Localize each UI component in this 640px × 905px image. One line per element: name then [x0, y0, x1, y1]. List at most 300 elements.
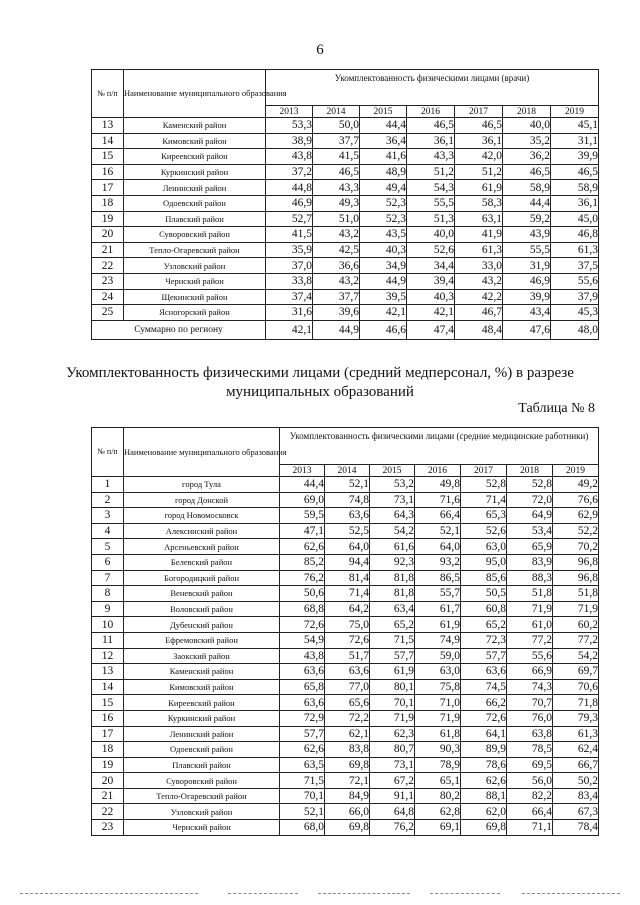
value-cell: 33,8: [266, 273, 313, 289]
value-cell: 43,3: [407, 149, 455, 165]
year-header: 2018: [507, 465, 553, 477]
value-cell: 83,9: [507, 554, 553, 570]
value-cell: 72,6: [461, 710, 507, 726]
row-number: 8: [92, 586, 124, 602]
row-number: 24: [92, 289, 124, 305]
value-cell: 63,6: [325, 664, 370, 680]
value-cell: 71,9: [415, 710, 461, 726]
value-cell: 85,2: [280, 554, 325, 570]
value-cell: 36,1: [407, 133, 455, 149]
row-number: 6: [92, 554, 124, 570]
value-cell: 46,7: [455, 305, 503, 321]
municipality-name: Тепло-Огаревский район: [124, 242, 266, 258]
value-cell: 70,1: [370, 695, 415, 711]
row-number: 21: [92, 242, 124, 258]
value-cell: 66,4: [415, 508, 461, 524]
value-cell: 54,9: [280, 632, 325, 648]
value-cell: 77,0: [325, 679, 370, 695]
table-row: [92, 742, 599, 758]
value-cell: 90,3: [415, 742, 461, 758]
value-cell: 55,5: [407, 195, 455, 211]
value-cell: 69,8: [325, 757, 370, 773]
row-number: 3: [92, 508, 124, 524]
value-cell: 88,1: [461, 788, 507, 804]
row-number: 15: [92, 149, 124, 165]
year-header: 2019: [553, 465, 599, 477]
value-cell: 62,3: [370, 726, 415, 742]
value-cell: 74,3: [507, 679, 553, 695]
row-number: 20: [92, 773, 124, 789]
table-row: [92, 508, 599, 524]
value-cell: 80,2: [415, 788, 461, 804]
year-header: 2017: [461, 465, 507, 477]
value-cell: 43,5: [360, 227, 407, 243]
value-cell: 66,9: [507, 664, 553, 680]
value-cell: 37,2: [266, 164, 313, 180]
value-cell: 61,9: [455, 180, 503, 196]
value-cell: 51,8: [507, 586, 553, 602]
value-cell: 71,8: [553, 695, 599, 711]
value-cell: 72,6: [325, 632, 370, 648]
value-cell: 71,1: [507, 820, 553, 836]
value-cell: 71,9: [553, 601, 599, 617]
row-number: 21: [92, 788, 124, 804]
value-cell: 64,9: [507, 508, 553, 524]
value-cell: 68,8: [280, 601, 325, 617]
value-cell: 72,6: [280, 617, 325, 633]
value-cell: 41,5: [313, 149, 360, 165]
value-cell: 78,4: [553, 820, 599, 836]
value-cell: 64,0: [325, 539, 370, 555]
value-cell: 63,8: [507, 726, 553, 742]
value-cell: 42,5: [313, 242, 360, 258]
value-cell: 65,2: [370, 617, 415, 633]
value-cell: 43,9: [503, 227, 551, 243]
value-cell: 47,1: [280, 523, 325, 539]
value-cell: 51,8: [553, 586, 599, 602]
value-cell: 49,2: [553, 477, 599, 493]
municipality-name: Киреевский район: [124, 149, 266, 165]
value-cell: 63,4: [370, 601, 415, 617]
value-cell: 81,4: [325, 570, 370, 586]
table-row: [92, 586, 599, 602]
table-row: [92, 492, 599, 508]
table-row: [92, 788, 599, 804]
value-cell: 37,5: [551, 258, 599, 274]
value-cell: 66,7: [553, 757, 599, 773]
value-cell: 51,0: [313, 211, 360, 227]
value-cell: 62,9: [553, 508, 599, 524]
summary-value: 44,9: [313, 320, 360, 339]
year-header: 2017: [455, 106, 503, 118]
value-cell: 63,6: [280, 695, 325, 711]
row-number: 11: [92, 632, 124, 648]
row-number: 18: [92, 195, 124, 211]
value-cell: 61,9: [415, 617, 461, 633]
value-cell: 41,5: [266, 227, 313, 243]
value-cell: 52,1: [325, 477, 370, 493]
table-row: [92, 601, 599, 617]
staffing-doctors-table: [91, 69, 599, 340]
municipality-name: Щекинский район: [124, 289, 266, 305]
value-cell: 62,1: [325, 726, 370, 742]
value-cell: 92,3: [370, 554, 415, 570]
value-cell: 63,6: [280, 664, 325, 680]
table-number: Таблица № 8: [518, 401, 595, 416]
value-cell: 62,0: [461, 804, 507, 820]
value-cell: 71,4: [461, 492, 507, 508]
value-cell: 85,6: [461, 570, 507, 586]
year-header: 2016: [415, 465, 461, 477]
value-cell: 43,2: [455, 273, 503, 289]
value-cell: 71,0: [415, 695, 461, 711]
value-cell: 64,0: [415, 539, 461, 555]
value-cell: 72,1: [325, 773, 370, 789]
value-cell: 93,2: [415, 554, 461, 570]
value-cell: 46,8: [551, 227, 599, 243]
value-cell: 64,8: [370, 804, 415, 820]
value-cell: 50,6: [280, 586, 325, 602]
value-cell: 39,9: [551, 149, 599, 165]
value-cell: 61,0: [507, 617, 553, 633]
municipality-name: Заокский район: [124, 648, 280, 664]
municipality-name: Дубенский район: [124, 617, 280, 633]
row-number: 22: [92, 804, 124, 820]
value-cell: 33,0: [455, 258, 503, 274]
value-cell: 38,9: [266, 133, 313, 149]
value-cell: 89,9: [461, 742, 507, 758]
value-cell: 74,9: [415, 632, 461, 648]
value-cell: 46,5: [551, 164, 599, 180]
value-cell: 84,9: [325, 788, 370, 804]
table-row: [92, 211, 599, 227]
municipality-name: Богородицкий район: [124, 570, 280, 586]
table-row: [92, 523, 599, 539]
value-cell: 72,2: [325, 710, 370, 726]
value-cell: 82,2: [507, 788, 553, 804]
value-cell: 74,8: [325, 492, 370, 508]
table-row: [92, 273, 599, 289]
value-cell: 70,2: [553, 539, 599, 555]
value-cell: 65,9: [507, 539, 553, 555]
value-cell: 76,0: [507, 710, 553, 726]
value-cell: 69,8: [461, 820, 507, 836]
value-cell: 62,6: [280, 539, 325, 555]
table-row: [92, 726, 599, 742]
table-row: [92, 632, 599, 648]
footer-rule: [228, 893, 298, 894]
value-cell: 75,8: [415, 679, 461, 695]
value-cell: 60,2: [553, 617, 599, 633]
value-cell: 41,9: [455, 227, 503, 243]
municipality-name: Одоевский район: [124, 195, 266, 211]
row-number: 1: [92, 477, 124, 493]
value-cell: 41,6: [360, 149, 407, 165]
year-header: 2018: [503, 106, 551, 118]
value-cell: 54,3: [407, 180, 455, 196]
municipality-name: Веневский район: [124, 586, 280, 602]
value-cell: 40,0: [503, 118, 551, 134]
table-row: [92, 820, 599, 836]
municipality-name: город Новомосковск: [124, 508, 280, 524]
row-number: 15: [92, 695, 124, 711]
value-cell: 53,2: [370, 477, 415, 493]
value-cell: 65,2: [461, 617, 507, 633]
value-cell: 52,6: [407, 242, 455, 258]
municipality-name: Плавский район: [124, 757, 280, 773]
table-row: [92, 617, 599, 633]
row-number: 9: [92, 601, 124, 617]
value-cell: 36,4: [360, 133, 407, 149]
value-cell: 61,3: [551, 242, 599, 258]
value-cell: 73,1: [370, 757, 415, 773]
table-row: [92, 539, 599, 555]
value-cell: 66,0: [325, 804, 370, 820]
value-cell: 57,7: [280, 726, 325, 742]
row-number: 17: [92, 726, 124, 742]
summary-value: 47,6: [503, 320, 551, 339]
value-cell: 35,2: [503, 133, 551, 149]
header-no: № п/п: [92, 70, 124, 118]
table-row: [92, 757, 599, 773]
value-cell: 95,0: [461, 554, 507, 570]
value-cell: 71,4: [325, 586, 370, 602]
value-cell: 37,9: [551, 289, 599, 305]
municipality-name: Кимовский район: [124, 133, 266, 149]
value-cell: 39,6: [313, 305, 360, 321]
value-cell: 69,7: [553, 664, 599, 680]
municipality-name: Алексинский район: [124, 523, 280, 539]
municipality-name: Узловский район: [124, 804, 280, 820]
value-cell: 86,5: [415, 570, 461, 586]
row-number: 19: [92, 211, 124, 227]
value-cell: 80,1: [370, 679, 415, 695]
municipality-name: Ленинский район: [124, 726, 280, 742]
value-cell: 70,7: [507, 695, 553, 711]
summary-value: 46,6: [360, 320, 407, 339]
row-number: 20: [92, 227, 124, 243]
value-cell: 77,2: [553, 632, 599, 648]
value-cell: 61,9: [370, 664, 415, 680]
value-cell: 72,0: [507, 492, 553, 508]
summary-value: 48,0: [551, 320, 599, 339]
value-cell: 52,3: [360, 195, 407, 211]
table-row: [92, 118, 599, 134]
municipality-name: Ясногорский район: [124, 305, 266, 321]
table-row: [92, 133, 599, 149]
value-cell: 70,1: [280, 788, 325, 804]
footer-rule: [522, 893, 620, 894]
value-cell: 31,6: [266, 305, 313, 321]
value-cell: 51,2: [407, 164, 455, 180]
value-cell: 67,2: [370, 773, 415, 789]
value-cell: 48,9: [360, 164, 407, 180]
value-cell: 52,6: [461, 523, 507, 539]
value-cell: 76,6: [553, 492, 599, 508]
table-row: [92, 664, 599, 680]
value-cell: 46,5: [455, 118, 503, 134]
municipality-name: Арсеньевский район: [124, 539, 280, 555]
value-cell: 37,4: [266, 289, 313, 305]
value-cell: 63,5: [280, 757, 325, 773]
municipality-name: Чернский район: [124, 273, 266, 289]
row-number: 5: [92, 539, 124, 555]
value-cell: 42,1: [360, 305, 407, 321]
table-row: [92, 554, 599, 570]
year-header: 2016: [407, 106, 455, 118]
footer-rule: [20, 893, 198, 894]
value-cell: 57,7: [461, 648, 507, 664]
value-cell: 51,2: [455, 164, 503, 180]
value-cell: 59,2: [503, 211, 551, 227]
value-cell: 49,3: [313, 195, 360, 211]
year-header: 2015: [370, 465, 415, 477]
value-cell: 74,5: [461, 679, 507, 695]
year-header: 2013: [266, 106, 313, 118]
value-cell: 43,8: [280, 648, 325, 664]
value-cell: 61,6: [370, 539, 415, 555]
row-number: 23: [92, 820, 124, 836]
year-header: 2013: [280, 465, 325, 477]
summary-value: 47,4: [407, 320, 455, 339]
municipality-name: Каменский район: [124, 118, 266, 134]
summary-value: 42,1: [266, 320, 313, 339]
value-cell: 52,1: [415, 523, 461, 539]
table-row: [92, 773, 599, 789]
municipality-name: город Тула: [124, 477, 280, 493]
value-cell: 55,6: [551, 273, 599, 289]
year-header: 2019: [551, 106, 599, 118]
value-cell: 50,0: [313, 118, 360, 134]
value-cell: 43,3: [313, 180, 360, 196]
table-row: [92, 477, 599, 493]
value-cell: 45,1: [551, 118, 599, 134]
table-row: [92, 570, 599, 586]
value-cell: 46,5: [407, 118, 455, 134]
municipality-name: Суворовский район: [124, 773, 280, 789]
table-row: [92, 305, 599, 321]
municipality-name: Узловский район: [124, 258, 266, 274]
value-cell: 83,4: [553, 788, 599, 804]
staffing-nurses-table: [91, 427, 599, 836]
value-cell: 78,6: [461, 757, 507, 773]
value-cell: 46,9: [266, 195, 313, 211]
value-cell: 65,1: [415, 773, 461, 789]
value-cell: 55,6: [507, 648, 553, 664]
value-cell: 37,7: [313, 289, 360, 305]
table-row: [92, 710, 599, 726]
value-cell: 70,6: [553, 679, 599, 695]
value-cell: 61,8: [415, 726, 461, 742]
value-cell: 43,4: [503, 305, 551, 321]
summary-label: Суммарно по региону: [92, 320, 266, 339]
value-cell: 81,8: [370, 570, 415, 586]
value-cell: 63,1: [455, 211, 503, 227]
value-cell: 83,8: [325, 742, 370, 758]
value-cell: 52,8: [507, 477, 553, 493]
value-cell: 59,0: [415, 648, 461, 664]
value-cell: 46,5: [313, 164, 360, 180]
value-cell: 64,1: [461, 726, 507, 742]
table-row: [92, 804, 599, 820]
value-cell: 59,5: [280, 508, 325, 524]
value-cell: 62,6: [280, 742, 325, 758]
row-number: 13: [92, 118, 124, 134]
value-cell: 53,4: [507, 523, 553, 539]
year-header: 2015: [360, 106, 407, 118]
row-number: 10: [92, 617, 124, 633]
value-cell: 66,2: [461, 695, 507, 711]
value-cell: 31,1: [551, 133, 599, 149]
table-row: [92, 695, 599, 711]
municipality-name: Кимовский район: [124, 679, 280, 695]
table-row: [92, 180, 599, 196]
value-cell: 52,7: [266, 211, 313, 227]
value-cell: 44,9: [360, 273, 407, 289]
value-cell: 81,8: [370, 586, 415, 602]
value-cell: 88,3: [507, 570, 553, 586]
value-cell: 63,6: [461, 664, 507, 680]
value-cell: 40,3: [407, 289, 455, 305]
table-row: [92, 164, 599, 180]
row-number: 25: [92, 305, 124, 321]
value-cell: 71,6: [415, 492, 461, 508]
value-cell: 55,7: [415, 586, 461, 602]
value-cell: 51,3: [407, 211, 455, 227]
row-number: 18: [92, 742, 124, 758]
header-name: Наименование муниципального образования: [124, 70, 266, 118]
row-number: 17: [92, 180, 124, 196]
value-cell: 64,3: [370, 508, 415, 524]
value-cell: 39,4: [407, 273, 455, 289]
footer-rule: [318, 893, 410, 894]
row-number: 7: [92, 570, 124, 586]
value-cell: 36,2: [503, 149, 551, 165]
value-cell: 62,6: [461, 773, 507, 789]
table-row: [92, 679, 599, 695]
municipality-name: Куркинский район: [124, 710, 280, 726]
value-cell: 45,3: [551, 305, 599, 321]
value-cell: 34,9: [360, 258, 407, 274]
row-number: 2: [92, 492, 124, 508]
value-cell: 71,5: [280, 773, 325, 789]
value-cell: 65,6: [325, 695, 370, 711]
row-number: 13: [92, 664, 124, 680]
value-cell: 36,6: [313, 258, 360, 274]
value-cell: 49,4: [360, 180, 407, 196]
table-row: [92, 258, 599, 274]
table-row: [92, 227, 599, 243]
value-cell: 56,0: [507, 773, 553, 789]
value-cell: 69,8: [325, 820, 370, 836]
value-cell: 46,5: [503, 164, 551, 180]
municipality-name: Куркинский район: [124, 164, 266, 180]
value-cell: 40,3: [360, 242, 407, 258]
value-cell: 42,1: [407, 305, 455, 321]
value-cell: 79,3: [553, 710, 599, 726]
value-cell: 44,8: [266, 180, 313, 196]
value-cell: 68,0: [280, 820, 325, 836]
table-row: [92, 289, 599, 305]
value-cell: 36,1: [455, 133, 503, 149]
value-cell: 39,9: [503, 289, 551, 305]
municipality-name: Каменский район: [124, 664, 280, 680]
value-cell: 64,2: [325, 601, 370, 617]
value-cell: 54,2: [370, 523, 415, 539]
value-cell: 94,4: [325, 554, 370, 570]
year-header: 2014: [313, 106, 360, 118]
row-number: 4: [92, 523, 124, 539]
